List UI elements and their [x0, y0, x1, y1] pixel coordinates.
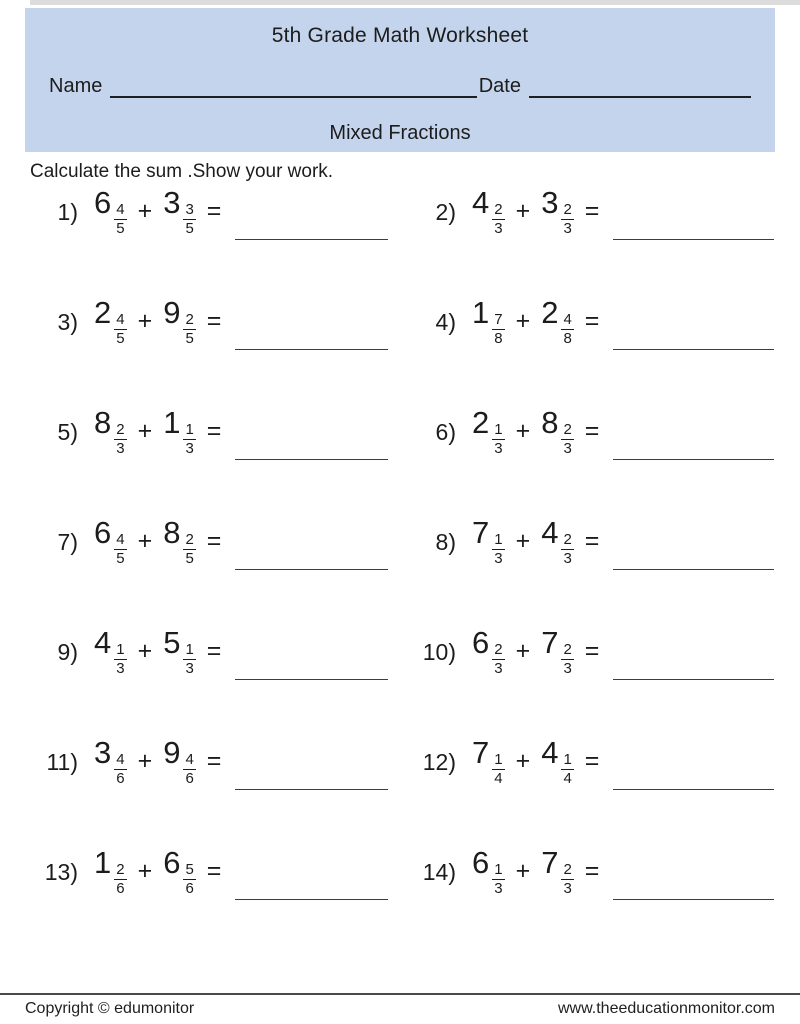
plus-operator: +: [515, 746, 531, 775]
fraction-numerator: 4: [116, 750, 125, 768]
problem-number: 5): [57, 419, 78, 445]
fraction: [492, 202, 504, 237]
whole-number: 8: [541, 404, 559, 440]
whole-number: 2: [94, 294, 112, 330]
whole-number: 2: [472, 404, 490, 440]
whole-number: 4: [472, 184, 490, 220]
fraction-denominator: 5: [116, 219, 125, 237]
fraction: [561, 862, 573, 897]
answer-blank-line[interactable]: [613, 679, 774, 680]
fraction: [114, 202, 126, 237]
fraction: [492, 422, 504, 457]
fraction: [492, 752, 504, 787]
worksheet-title: 5th Grade Math Worksheet: [271, 24, 529, 47]
plus-operator: +: [515, 636, 531, 665]
problem-number: 8): [435, 529, 456, 555]
whole-number: 1: [472, 294, 490, 330]
fraction-numerator: 2: [116, 420, 125, 438]
fraction: [183, 422, 195, 457]
problem-row: [400, 516, 800, 626]
mixed-number-first: [94, 514, 127, 567]
whole-number: 2: [541, 294, 559, 330]
mixed-number-second: [163, 184, 196, 237]
equals-sign: =: [584, 526, 600, 555]
equals-sign: =: [206, 636, 222, 665]
mixed-number-first: [472, 734, 505, 787]
fraction-denominator: 4: [563, 769, 572, 787]
answer-blank-line[interactable]: [235, 789, 388, 790]
fraction-denominator: 5: [185, 549, 194, 567]
fraction-numerator: 1: [563, 750, 572, 768]
mixed-number-first: [94, 294, 127, 347]
fraction-numerator: 4: [116, 310, 125, 328]
problems-grid: [0, 186, 800, 956]
plus-operator: +: [137, 306, 153, 335]
plus-operator: +: [515, 856, 531, 885]
problem-number: 3): [57, 309, 78, 335]
equals-sign: =: [584, 196, 600, 225]
answer-blank-line[interactable]: [235, 459, 388, 460]
answer-blank-line[interactable]: [235, 569, 388, 570]
mixed-number-second: [541, 844, 574, 897]
whole-number: 3: [163, 184, 181, 220]
fraction-denominator: 3: [116, 439, 125, 457]
mixed-number-first: [94, 844, 127, 897]
problem-expression: [472, 294, 600, 347]
fraction-numerator: 4: [185, 750, 194, 768]
whole-number: 9: [163, 294, 181, 330]
answer-blank-line[interactable]: [235, 899, 388, 900]
fraction-numerator: 2: [563, 420, 572, 438]
equals-sign: =: [584, 746, 600, 775]
problem-number: 13): [44, 859, 78, 885]
equals-sign: =: [584, 416, 600, 445]
fraction-denominator: 3: [185, 439, 194, 457]
plus-operator: +: [137, 526, 153, 555]
fraction-denominator: 3: [563, 659, 572, 677]
problem-expression: [472, 514, 600, 567]
answer-blank-line[interactable]: [613, 239, 774, 240]
problem-row: [0, 626, 400, 736]
fraction-denominator: 3: [563, 219, 572, 237]
equals-sign: =: [206, 306, 222, 335]
whole-number: 6: [163, 844, 181, 880]
problem-row: [400, 626, 800, 736]
problem-row: [0, 296, 400, 406]
mixed-number-second: [541, 514, 574, 567]
answer-blank-line[interactable]: [613, 459, 774, 460]
name-label: Name: [49, 75, 103, 97]
fraction-numerator: 2: [185, 530, 194, 548]
name-date-row: [25, 75, 775, 98]
mixed-number-first: [472, 844, 505, 897]
fraction-denominator: 3: [116, 659, 125, 677]
fraction: [183, 752, 195, 787]
answer-blank-line[interactable]: [235, 349, 388, 350]
plus-operator: +: [137, 196, 153, 225]
fraction: [492, 862, 504, 897]
answer-blank-line[interactable]: [235, 239, 388, 240]
fraction-numerator: 4: [116, 200, 125, 218]
fraction-denominator: 3: [563, 439, 572, 457]
fraction: [492, 312, 504, 347]
problem-number: 12): [422, 749, 456, 775]
problem-expression: [472, 844, 600, 897]
equals-sign: =: [206, 196, 222, 225]
whole-number: 8: [163, 514, 181, 550]
equals-sign: =: [584, 306, 600, 335]
whole-number: 1: [94, 844, 112, 880]
fraction-denominator: 3: [494, 439, 503, 457]
whole-number: 3: [541, 184, 559, 220]
fraction-denominator: 5: [185, 219, 194, 237]
fraction-numerator: 2: [494, 200, 503, 218]
mixed-number-first: [472, 514, 505, 567]
problem-row: [0, 406, 400, 516]
problem-number: 10): [422, 639, 456, 665]
problem-number: 9): [57, 639, 78, 665]
equals-sign: =: [206, 746, 222, 775]
problem-row: [400, 736, 800, 846]
problem-row: [0, 516, 400, 626]
fraction: [561, 642, 573, 677]
problem-expression: [472, 734, 600, 787]
plus-operator: +: [515, 306, 531, 335]
worksheet-header: [25, 8, 775, 152]
fraction-numerator: 2: [563, 530, 572, 548]
fraction-denominator: 3: [494, 219, 503, 237]
fraction: [561, 202, 573, 237]
fraction: [114, 422, 126, 457]
mixed-number-first: [472, 184, 505, 237]
fraction-denominator: 4: [494, 769, 503, 787]
fraction-denominator: 5: [116, 549, 125, 567]
worksheet-subtitle: Mixed Fractions: [329, 122, 471, 144]
mixed-number-first: [472, 404, 505, 457]
equals-sign: =: [206, 526, 222, 555]
fraction-denominator: 5: [116, 329, 125, 347]
equals-sign: =: [584, 636, 600, 665]
problem-row: [400, 186, 800, 296]
fraction-numerator: 4: [116, 530, 125, 548]
whole-number: 4: [541, 734, 559, 770]
fraction-numerator: 5: [185, 860, 194, 878]
problem-expression: [94, 844, 222, 897]
problem-number: 4): [435, 309, 456, 335]
fraction: [561, 312, 573, 347]
whole-number: 4: [541, 514, 559, 550]
problem-row: [400, 406, 800, 516]
answer-blank-line[interactable]: [613, 899, 774, 900]
mixed-number-second: [541, 624, 574, 677]
answer-blank-line[interactable]: [613, 789, 774, 790]
whole-number: 4: [94, 624, 112, 660]
copyright-text: Copyright © edumonitor: [25, 1000, 195, 1017]
fraction: [183, 312, 195, 347]
fraction-numerator: 1: [494, 750, 503, 768]
fraction-numerator: 2: [185, 310, 194, 328]
fraction-numerator: 1: [185, 640, 194, 658]
whole-number: 7: [472, 514, 490, 550]
fraction-numerator: 2: [563, 200, 572, 218]
fraction: [492, 642, 504, 677]
problem-number: 11): [46, 749, 78, 775]
answer-blank-line[interactable]: [613, 569, 774, 570]
answer-blank-line[interactable]: [235, 679, 388, 680]
whole-number: 6: [472, 844, 490, 880]
problem-row: [0, 186, 400, 296]
fraction-numerator: 1: [494, 530, 503, 548]
fraction: [114, 862, 126, 897]
fraction-numerator: 2: [563, 640, 572, 658]
fraction-numerator: 4: [563, 310, 572, 328]
mixed-number-first: [94, 624, 127, 677]
problem-expression: [94, 294, 222, 347]
fraction-numerator: 2: [563, 860, 572, 878]
whole-number: 6: [94, 184, 112, 220]
whole-number: 7: [541, 844, 559, 880]
problem-row: [400, 296, 800, 406]
problem-number: 7): [57, 529, 78, 555]
problem-expression: [94, 734, 222, 787]
fraction-denominator: 3: [494, 549, 503, 567]
mixed-number-first: [472, 294, 505, 347]
fraction: [114, 752, 126, 787]
plus-operator: +: [515, 526, 531, 555]
mixed-number-first: [94, 734, 127, 787]
fraction-numerator: 7: [494, 310, 503, 328]
whole-number: 6: [94, 514, 112, 550]
fraction: [561, 752, 573, 787]
problem-expression: [472, 404, 600, 457]
plus-operator: +: [137, 746, 153, 775]
fraction-denominator: 6: [116, 769, 125, 787]
scan-artifact-strip: [30, 0, 800, 5]
fraction-denominator: 3: [563, 549, 572, 567]
whole-number: 6: [472, 624, 490, 660]
footer: [25, 1000, 775, 1018]
fraction: [114, 532, 126, 567]
fraction-numerator: 1: [494, 860, 503, 878]
whole-number: 3: [94, 734, 112, 770]
fraction: [183, 202, 195, 237]
fraction-denominator: 6: [116, 879, 125, 897]
mixed-number-first: [94, 184, 127, 237]
problem-expression: [94, 404, 222, 457]
problem-expression: [472, 184, 600, 237]
fraction: [492, 532, 504, 567]
problem-expression: [472, 624, 600, 677]
fraction-denominator: 3: [563, 879, 572, 897]
fraction-denominator: 8: [494, 329, 503, 347]
fraction-denominator: 6: [185, 769, 194, 787]
date-label: Date: [478, 75, 521, 97]
name-blank-line[interactable]: [110, 76, 476, 98]
problem-expression: [94, 624, 222, 677]
website-text: www.theeducationmonitor.com: [558, 1000, 775, 1017]
whole-number: 1: [163, 404, 181, 440]
fraction-denominator: 5: [185, 329, 194, 347]
plus-operator: +: [515, 416, 531, 445]
fraction: [183, 862, 195, 897]
mixed-number-second: [163, 734, 196, 787]
fraction-numerator: 2: [494, 640, 503, 658]
mixed-number-second: [163, 514, 196, 567]
answer-blank-line[interactable]: [613, 349, 774, 350]
plus-operator: +: [137, 416, 153, 445]
fraction-denominator: 3: [494, 879, 503, 897]
equals-sign: =: [584, 856, 600, 885]
fraction-numerator: 1: [185, 420, 194, 438]
fraction: [114, 642, 126, 677]
fraction-numerator: 1: [116, 640, 125, 658]
fraction-numerator: 2: [116, 860, 125, 878]
mixed-number-second: [541, 184, 574, 237]
fraction: [183, 642, 195, 677]
equals-sign: =: [206, 416, 222, 445]
fraction-denominator: 6: [185, 879, 194, 897]
mixed-number-second: [541, 294, 574, 347]
fraction-denominator: 8: [563, 329, 572, 347]
mixed-number-second: [163, 624, 196, 677]
plus-operator: +: [137, 636, 153, 665]
problem-number: 6): [435, 419, 456, 445]
fraction: [561, 422, 573, 457]
mixed-number-second: [163, 404, 196, 457]
whole-number: 7: [472, 734, 490, 770]
plus-operator: +: [515, 196, 531, 225]
fraction: [114, 312, 126, 347]
problem-expression: [94, 184, 222, 237]
fraction: [561, 532, 573, 567]
mixed-number-first: [94, 404, 127, 457]
problem-expression: [94, 514, 222, 567]
mixed-number-second: [163, 844, 196, 897]
problem-number: 2): [435, 199, 456, 225]
problem-row: [400, 846, 800, 956]
whole-number: 5: [163, 624, 181, 660]
fraction-denominator: 3: [494, 659, 503, 677]
problem-row: [0, 736, 400, 846]
mixed-number-first: [472, 624, 505, 677]
instruction-text: Calculate the sum .Show your work.: [30, 161, 334, 182]
fraction: [183, 532, 195, 567]
problem-number: 14): [422, 859, 456, 885]
date-blank-line[interactable]: [529, 76, 751, 98]
whole-number: 8: [94, 404, 112, 440]
equals-sign: =: [206, 856, 222, 885]
plus-operator: +: [137, 856, 153, 885]
mixed-number-second: [541, 734, 574, 787]
whole-number: 9: [163, 734, 181, 770]
fraction-numerator: 1: [494, 420, 503, 438]
footer-divider: [0, 993, 800, 995]
fraction-denominator: 3: [185, 659, 194, 677]
mixed-number-second: [163, 294, 196, 347]
problem-row: [0, 846, 400, 956]
mixed-number-second: [541, 404, 574, 457]
whole-number: 7: [541, 624, 559, 660]
problem-number: 1): [57, 199, 78, 225]
fraction-numerator: 3: [185, 200, 194, 218]
